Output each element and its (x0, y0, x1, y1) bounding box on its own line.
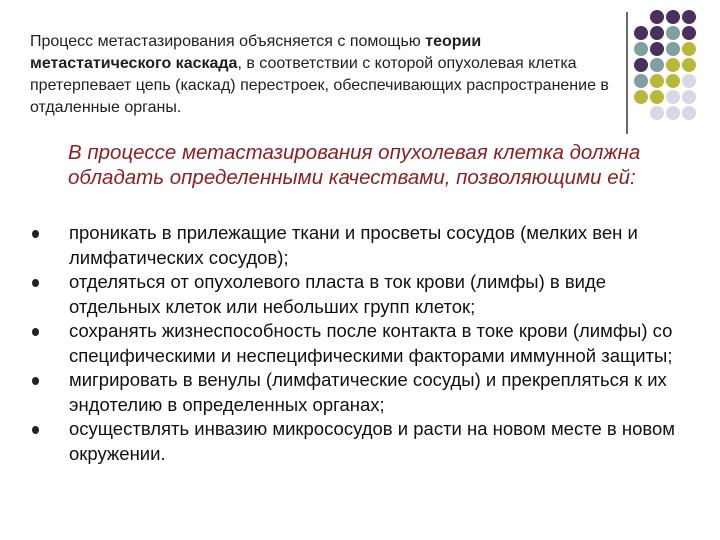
list-item (32, 417, 692, 466)
intro-text-start: Процесс метастазирования объясняется с помощью (30, 33, 426, 50)
decorative-dot (634, 26, 648, 40)
decorative-dot (650, 58, 664, 72)
list-item (32, 221, 692, 270)
decorative-dot (666, 42, 680, 56)
decorative-dot (650, 26, 664, 40)
list-item-text: отделяться от опухолевого пласта в ток крови (лимфы) в виде отдельных клеток или небольших групп клеток; (69, 271, 607, 317)
decorative-dot (634, 58, 648, 72)
list-item-text: сохранять жизнеспособность после контакта в токе крови (лимфы) со специфическими и неспецифическими факторами иммунной защиты; (69, 320, 673, 366)
decorative-dot (650, 10, 664, 24)
decorative-dot (682, 42, 696, 56)
decorative-dot (666, 10, 680, 24)
decorative-dot (650, 74, 664, 88)
vertical-divider (626, 12, 628, 134)
bullet-icon (32, 328, 39, 336)
decorative-dot (634, 74, 648, 88)
qualities-list (32, 221, 692, 466)
section-heading: В процессе метастазирования опухолевая клетка должна обладать определенными качествами, позволяющими ей: (68, 141, 641, 189)
decorative-dot (634, 90, 648, 104)
list-item-text: осуществлять инвазию микрососудов и расти на новом месте в новом окружении. (69, 418, 675, 464)
bullet-icon (32, 279, 39, 287)
decorative-dot (666, 26, 680, 40)
decorative-dot-grid (634, 10, 696, 121)
decorative-dot (666, 74, 680, 88)
decorative-dot (650, 106, 664, 120)
decorative-dot (666, 106, 680, 120)
decorative-dot (682, 26, 696, 40)
decorative-dot (650, 90, 664, 104)
bullet-icon (32, 377, 39, 385)
decorative-dot (650, 42, 664, 56)
list-item-text: проникать в прилежащие ткани и просветы сосудов (мелких вен и лимфатических сосудов); (69, 222, 638, 268)
decorative-dot (682, 106, 696, 120)
decorative-dot (666, 58, 680, 72)
intro-text-end: , в соответствии с которой опухолевая клетка претерпевает цепь (каскад) перестроек, обеспечивающих распространение в отдаленные органы. (30, 55, 609, 116)
decorative-dot (682, 74, 696, 88)
bullet-icon (32, 230, 39, 238)
list-item (32, 319, 692, 368)
decorative-dot (634, 42, 648, 56)
list-item-text: мигрировать в венулы (лимфатические сосуды) и прекрепляться к их эндотелию в определенных органах; (69, 369, 667, 415)
intro-theory-term: теории метастатического каскада (30, 33, 482, 72)
decorative-dot (666, 90, 680, 104)
decorative-dot (682, 90, 696, 104)
decorative-dot (682, 58, 696, 72)
list-item (32, 270, 692, 319)
bullet-icon (32, 426, 39, 434)
list-item (32, 368, 692, 417)
decorative-dot (682, 10, 696, 24)
intro-paragraph (30, 31, 620, 119)
